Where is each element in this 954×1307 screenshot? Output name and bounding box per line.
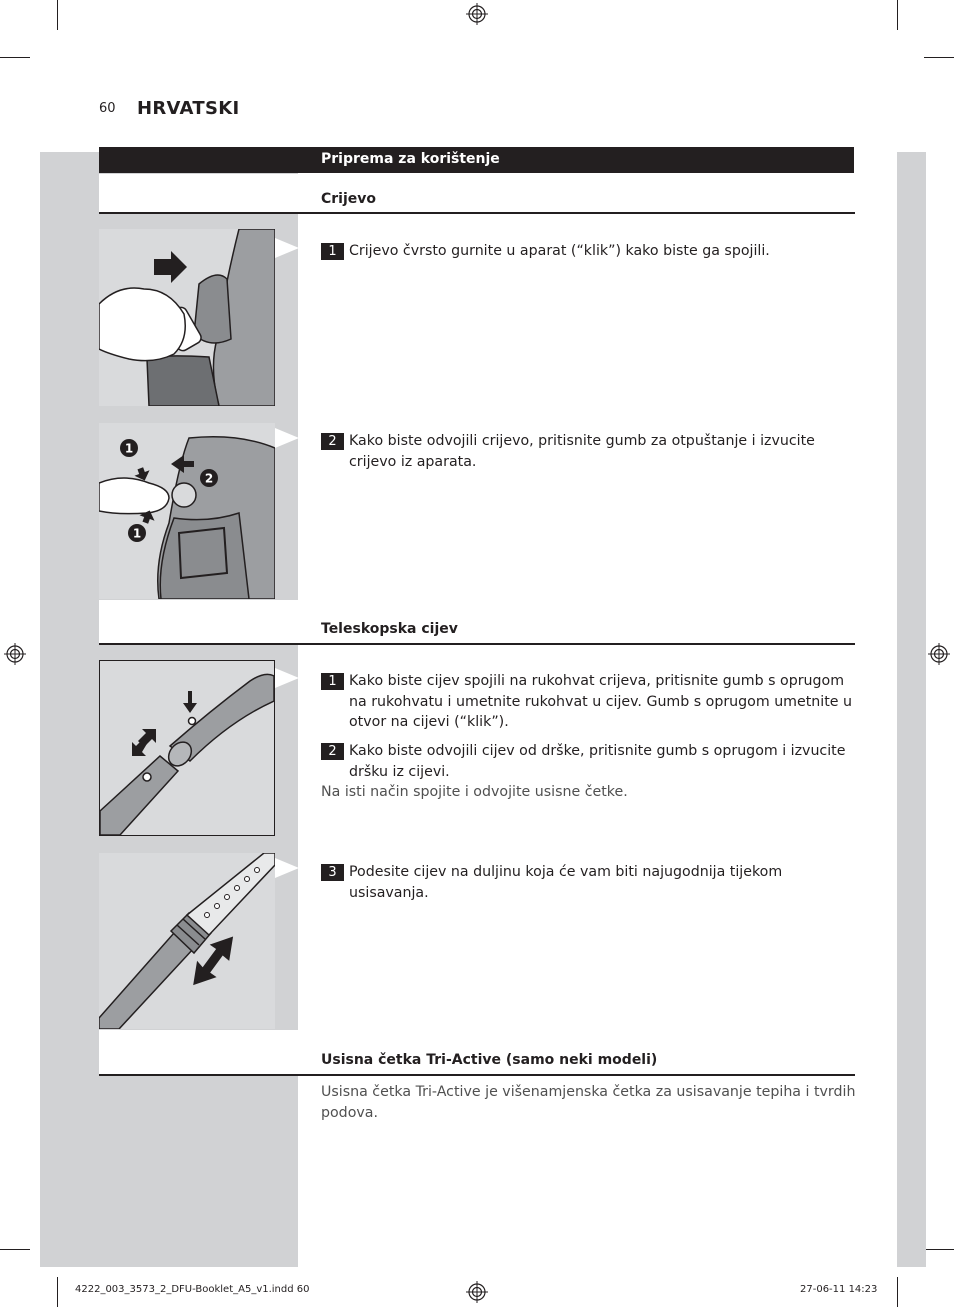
crop-mark xyxy=(0,1249,30,1250)
triactive-text: Usisna četka Tri-Active je višenamjenska četka za usisavanje tepiha i tvrdih podova. xyxy=(321,1084,856,1121)
step-number: 2 xyxy=(321,433,344,450)
callout-number: 2 xyxy=(204,471,214,486)
illustration-pointer xyxy=(275,238,299,258)
heading-rule xyxy=(99,212,855,214)
tube-length-illustration xyxy=(99,853,275,1029)
hose-step-1 xyxy=(321,241,856,262)
hose-detach-illustration xyxy=(99,423,275,599)
registration-mark-icon xyxy=(4,643,26,665)
heading-rule xyxy=(99,1074,855,1076)
registration-mark-icon xyxy=(466,1281,488,1303)
crop-mark xyxy=(924,1249,954,1250)
illustration-pointer xyxy=(275,668,299,688)
telescopic-step-1 xyxy=(321,671,856,733)
step-text: Kako biste odvojili crijevo, pritisnite gumb za otpuštanje i izvucite crijevo iz aparata. xyxy=(349,433,815,470)
telescopic-note: Na isti način spojite i odvojite usisne četke. xyxy=(321,784,628,800)
crop-mark xyxy=(897,0,898,30)
section-title: Priprema za korištenje xyxy=(321,151,500,167)
crop-mark xyxy=(897,1277,898,1307)
crop-mark xyxy=(0,57,30,58)
registration-mark-icon xyxy=(466,3,488,25)
footer-date: 27-06-11 14:23 xyxy=(800,1284,878,1295)
crop-mark xyxy=(924,57,954,58)
tube-connect-illustration xyxy=(99,660,275,836)
step-text: Podesite cijev na duljinu koja će vam biti najugodnija tijekom usisavanja. xyxy=(349,864,783,901)
heading-strip xyxy=(99,1030,298,1074)
step-number: 3 xyxy=(321,864,344,881)
step-text: Kako biste odvojili cijev od drške, pritisnite gumb s oprugom i izvucite dršku iz cijevi. xyxy=(349,743,846,780)
heading-strip xyxy=(99,600,298,643)
telescopic-step-2 xyxy=(321,741,856,782)
footer-file: 4222_003_3573_2_DFU-Booklet_A5_v1.indd 60 xyxy=(75,1284,310,1295)
page-number: 60 xyxy=(99,101,116,116)
hose-connect-illustration xyxy=(99,229,275,406)
illustration-pointer xyxy=(275,428,299,448)
section-bar xyxy=(99,147,854,173)
heading-strip xyxy=(99,174,298,213)
step-number: 2 xyxy=(321,743,344,760)
crop-mark xyxy=(57,0,58,30)
registration-mark-icon xyxy=(928,643,950,665)
telescopic-step-3 xyxy=(321,862,856,903)
step-text: Crijevo čvrsto gurnite u aparat (“klik”) kako biste ga spojili. xyxy=(349,243,770,259)
callout-number: 1 xyxy=(124,441,134,456)
step-text: Kako biste cijev spojili na rukohvat crijeva, pritisnite gumb s oprugom na rukohvatu i umetnite rukohvat u cijev. Gumb s oprugom umetnite u otvor na cijevi (“klik”). xyxy=(349,673,853,730)
page-language: HRVATSKI xyxy=(137,98,240,119)
hose-heading: Crijevo xyxy=(321,191,377,207)
callout-number: 1 xyxy=(132,526,142,541)
triactive-heading: Usisna četka Tri-Active (samo neki modeli) xyxy=(321,1052,658,1068)
step-number: 1 xyxy=(321,673,344,690)
heading-rule xyxy=(99,643,855,645)
illustration-pointer xyxy=(275,858,299,878)
hose-step-2 xyxy=(321,431,856,472)
right-gray-panel xyxy=(897,152,926,1267)
crop-mark xyxy=(57,1277,58,1307)
telescopic-heading: Teleskopska cijev xyxy=(321,621,458,637)
step-number: 1 xyxy=(321,243,344,260)
